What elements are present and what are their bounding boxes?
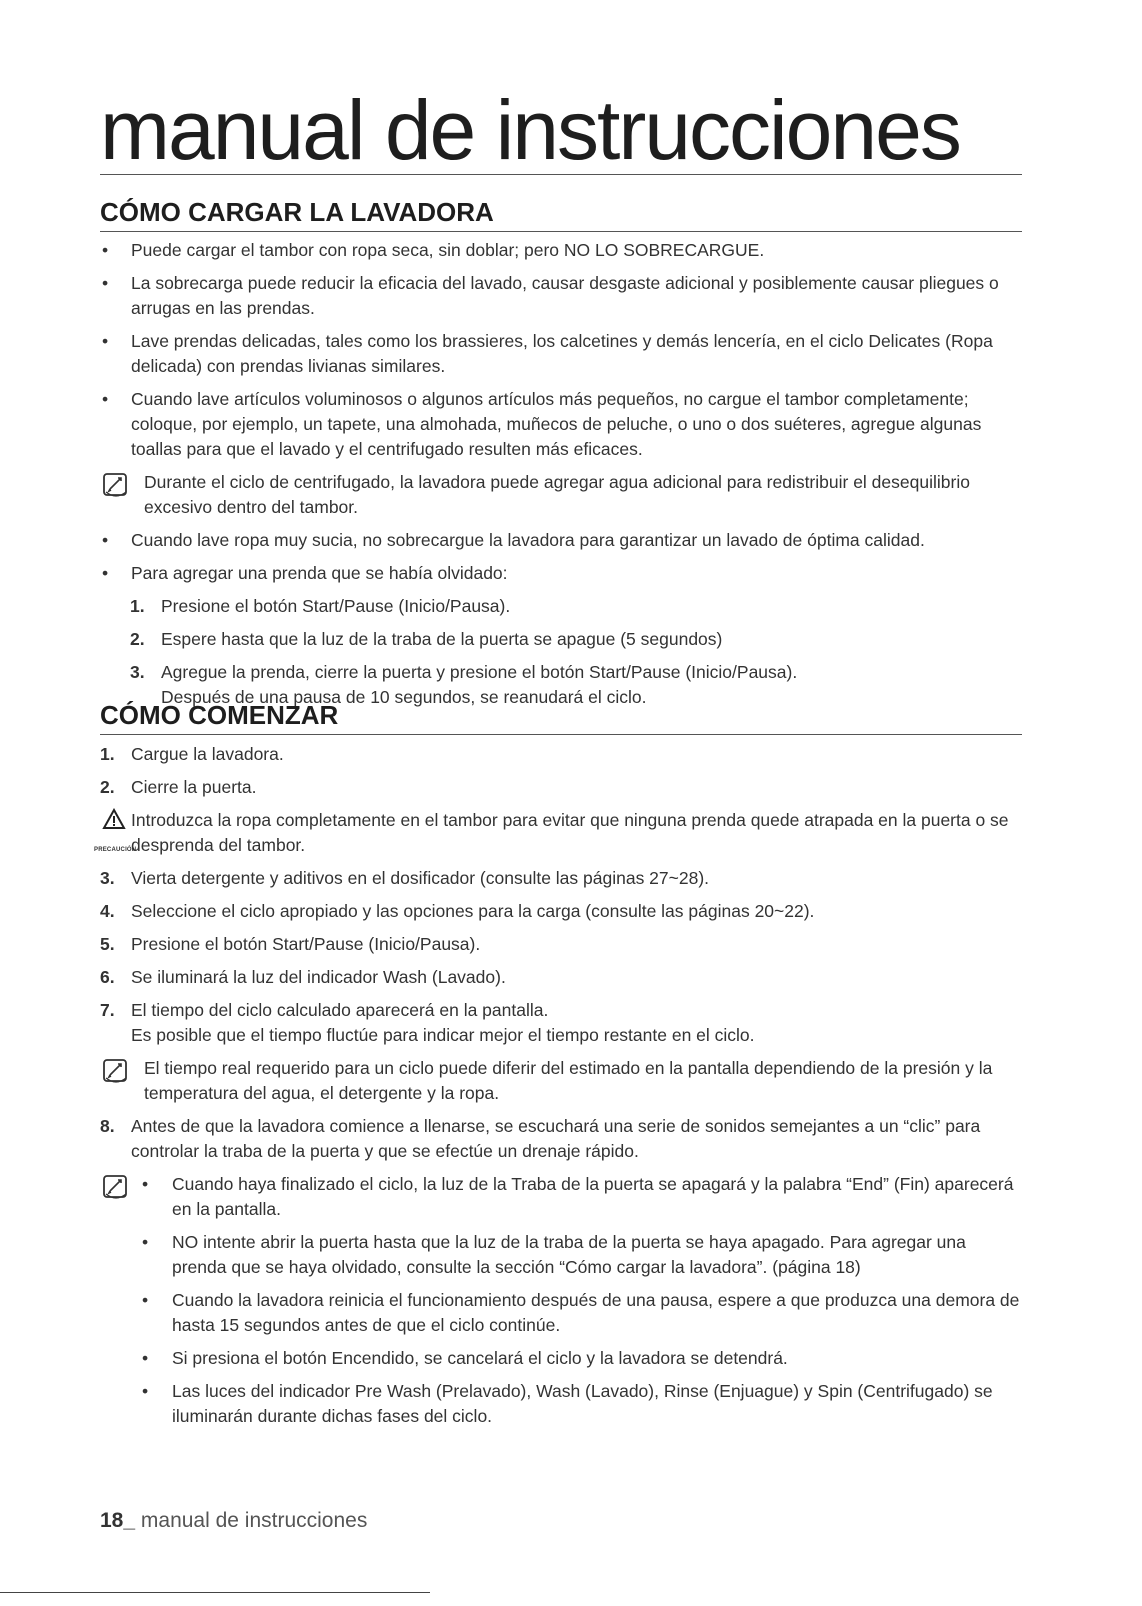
section-loading-body (100, 238, 1022, 718)
step-item: 1. Cargue la lavadora. (100, 744, 284, 764)
list-item: • Las luces del indicador Pre Wash (Prelavado), Wash (Lavado), Rinse (Enjuague) y Spin (Centrifugado) se iluminarán durante dichas fases del ciclo. (142, 1381, 993, 1426)
page-header-title: manual de instrucciones (100, 88, 1022, 175)
list-item: • Cuando lave ropa muy sucia, no sobrecargue la lavadora para garantizar un lavado de óptima calidad. (100, 528, 1022, 553)
list-item: • Cuando la lavadora reinicia el funcionamiento después de una pausa, espere a que produzca una demora de hasta 15 segundos antes de que el ciclo continúe. (142, 1290, 1020, 1335)
caution-label: PRECAUCIÓN (94, 847, 137, 853)
section-start-body (94, 742, 1022, 1437)
step-item: 1. Presione el botón Start/Pause (Inicio/Pausa). (130, 596, 511, 616)
step-item: 2. Cierre la puerta. (100, 777, 257, 797)
warning-triangle-icon (102, 808, 124, 837)
section-heading-loading: CÓMO CARGAR LA LAVADORA (100, 198, 1022, 232)
caution-text: Introduzca la ropa completamente en el tambor para evitar que ninguna prenda quede atrapada en la puerta o se desprenda del tambor. (131, 810, 1009, 855)
note-text: El tiempo real requerido para un ciclo puede diferir del estimado en la pantalla dependiendo de la presión y la temperatura del agua, el detergente y la ropa. (144, 1058, 993, 1103)
bottom-rule (0, 1592, 430, 1593)
list-item: • Cuando lave artículos voluminosos o algunos artículos más pequeños, no cargue el tambor completamente; coloque, por ejemplo, un tapete, una almohada, muñecos de peluche, o uno o dos suéteres, agregue algunas toallas para que el lavado y el centrifugado resulten más eficaces. (100, 387, 1022, 462)
list-item: • Si presiona el botón Encendido, se cancelará el ciclo y la lavadora se detendrá. (142, 1348, 788, 1368)
list-item: • La sobrecarga puede reducir la eficacia del lavado, causar desgaste adicional y posiblemente causar pliegues o arrugas en las prendas. (100, 271, 1022, 321)
step-item: 5. Presione el botón Start/Pause (Inicio/Pausa). (100, 934, 481, 954)
note-redistribute (100, 470, 1022, 520)
note-text: Durante el ciclo de centrifugado, la lavadora puede agregar agua adicional para redistribuir el desequilibrio excesivo dentro del tambor. (144, 472, 970, 517)
section-heading-start: CÓMO COMENZAR (100, 701, 1022, 735)
step-item: 4. Seleccione el ciclo apropiado y las opciones para la carga (consulte las páginas 20~22). (100, 901, 815, 921)
list-item: • Cuando haya finalizado el ciclo, la luz de la Traba de la puerta se apagará y la palabra “End” (Fin) aparecerá en la pantalla. (142, 1174, 1014, 1219)
step-item: 6. Se iluminará la luz del indicador Wash (Lavado). (100, 967, 506, 987)
caution-note (94, 808, 1022, 858)
note-pencil-icon (102, 472, 130, 505)
list-item: • Lave prendas delicadas, tales como los brassieres, los calcetines y demás lencería, en el ciclo Delicates (Ropa delicada) con prendas livianas similares. (100, 329, 1022, 379)
list-item: • Puede cargar el tambor con ropa seca, sin doblar; pero NO LO SOBRECARGUE. (100, 238, 1022, 263)
note-cycle-time (100, 1056, 1022, 1106)
page-number: 18_ (100, 1509, 136, 1532)
step-item: 7. El tiempo del ciclo calculado aparecerá en la pantalla. Es posible que el tiempo fluctúe para indicar mejor el tiempo restante en el ciclo. (100, 1000, 755, 1045)
list-item: • NO intente abrir la puerta hasta que la luz de la traba de la puerta se haya apagado. Para agregar una prenda que se haya olvidado, consulte la sección “Cómo cargar la lavadora”. (página 18) (142, 1232, 966, 1277)
step-item: 8. Antes de que la lavadora comience a llenarse, se escuchará una serie de sonidos semejantes a un “clic” para controlar la traba de la puerta y que se efectúe un drenaje rápido. (100, 1116, 981, 1161)
note-pencil-icon (102, 1058, 130, 1091)
page-footer (100, 1509, 367, 1533)
step-item: 3. Agregue la prenda, cierre la puerta y presione el botón Start/Pause (Inicio/Pausa). Después de una pausa de 10 segundos, se reanudará el ciclo. (130, 662, 798, 707)
step-item: 2. Espere hasta que la luz de la traba de la puerta se apague (5 segundos) (130, 629, 723, 649)
footer-title: manual de instrucciones (140, 1509, 368, 1532)
step-item: 3. Vierta detergente y aditivos en el dosificador (consulte las páginas 27~28). (100, 868, 710, 888)
note-bullet-list (100, 1172, 1022, 1429)
list-item: • Para agregar una prenda que se había olvidado: (100, 561, 1022, 586)
